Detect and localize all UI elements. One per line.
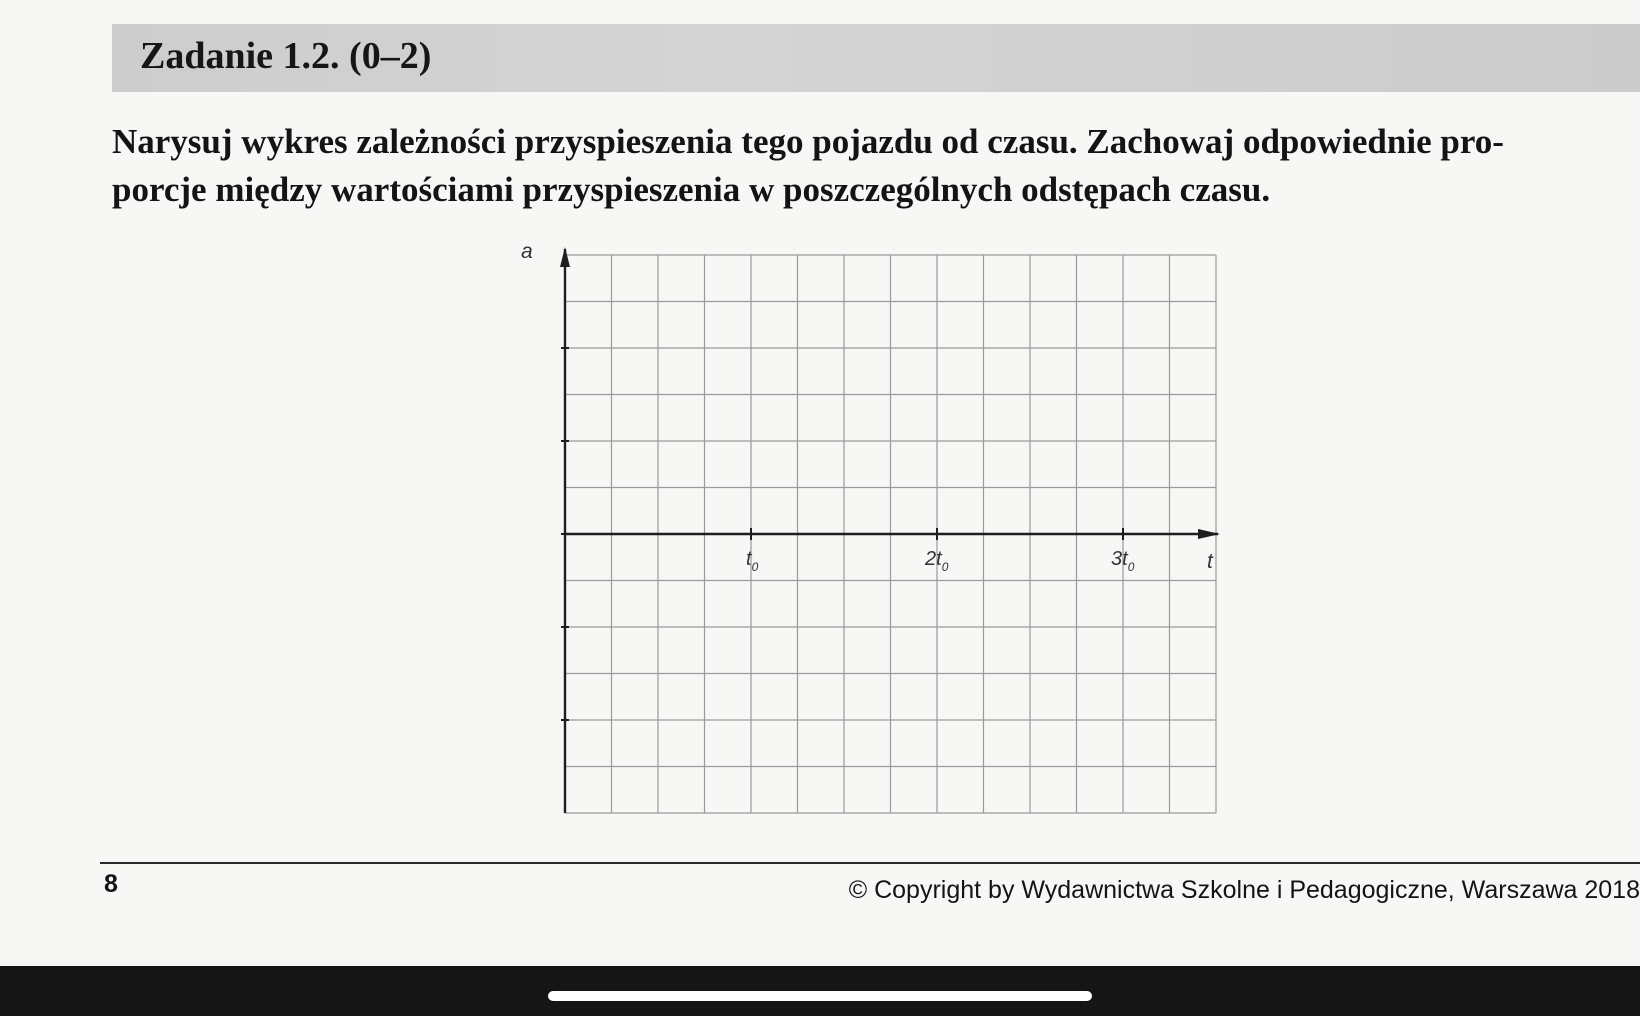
task-title: Zadanie 1.2. (0–2) bbox=[140, 35, 432, 77]
x-tick-label: $2t_0$ bbox=[925, 548, 949, 574]
answer-graph[interactable] bbox=[521, 238, 1230, 828]
graph-svg[interactable] bbox=[521, 238, 1230, 828]
instruction-line-2: porcje między wartościami przyspieszenia w poszczególnych odstępach czasu. bbox=[112, 170, 1271, 209]
device-bottom-bar bbox=[0, 966, 1640, 1016]
x-tick-label: $t_0$ bbox=[746, 548, 759, 574]
copyright-notice: © Copyright by Wydawnictwa Szkolne i Pedagogiczne, Warszawa 2018 bbox=[848, 876, 1640, 904]
x-axis-label: t bbox=[1207, 550, 1213, 573]
page-number: 8 bbox=[104, 870, 118, 898]
task-instruction bbox=[112, 118, 1640, 214]
x-axis-arrow bbox=[1198, 529, 1220, 539]
y-axis-arrow bbox=[560, 247, 570, 267]
x-tick-label: $3t_0$ bbox=[1111, 548, 1135, 574]
y-axis-label: a bbox=[521, 240, 533, 263]
instruction-line-1: Narysuj wykres zależności przyspieszenia tego pojazdu od czasu. Zachowaj odpowiednie pro- bbox=[112, 122, 1504, 161]
footer-divider bbox=[100, 862, 1640, 864]
home-indicator[interactable] bbox=[548, 991, 1092, 1001]
